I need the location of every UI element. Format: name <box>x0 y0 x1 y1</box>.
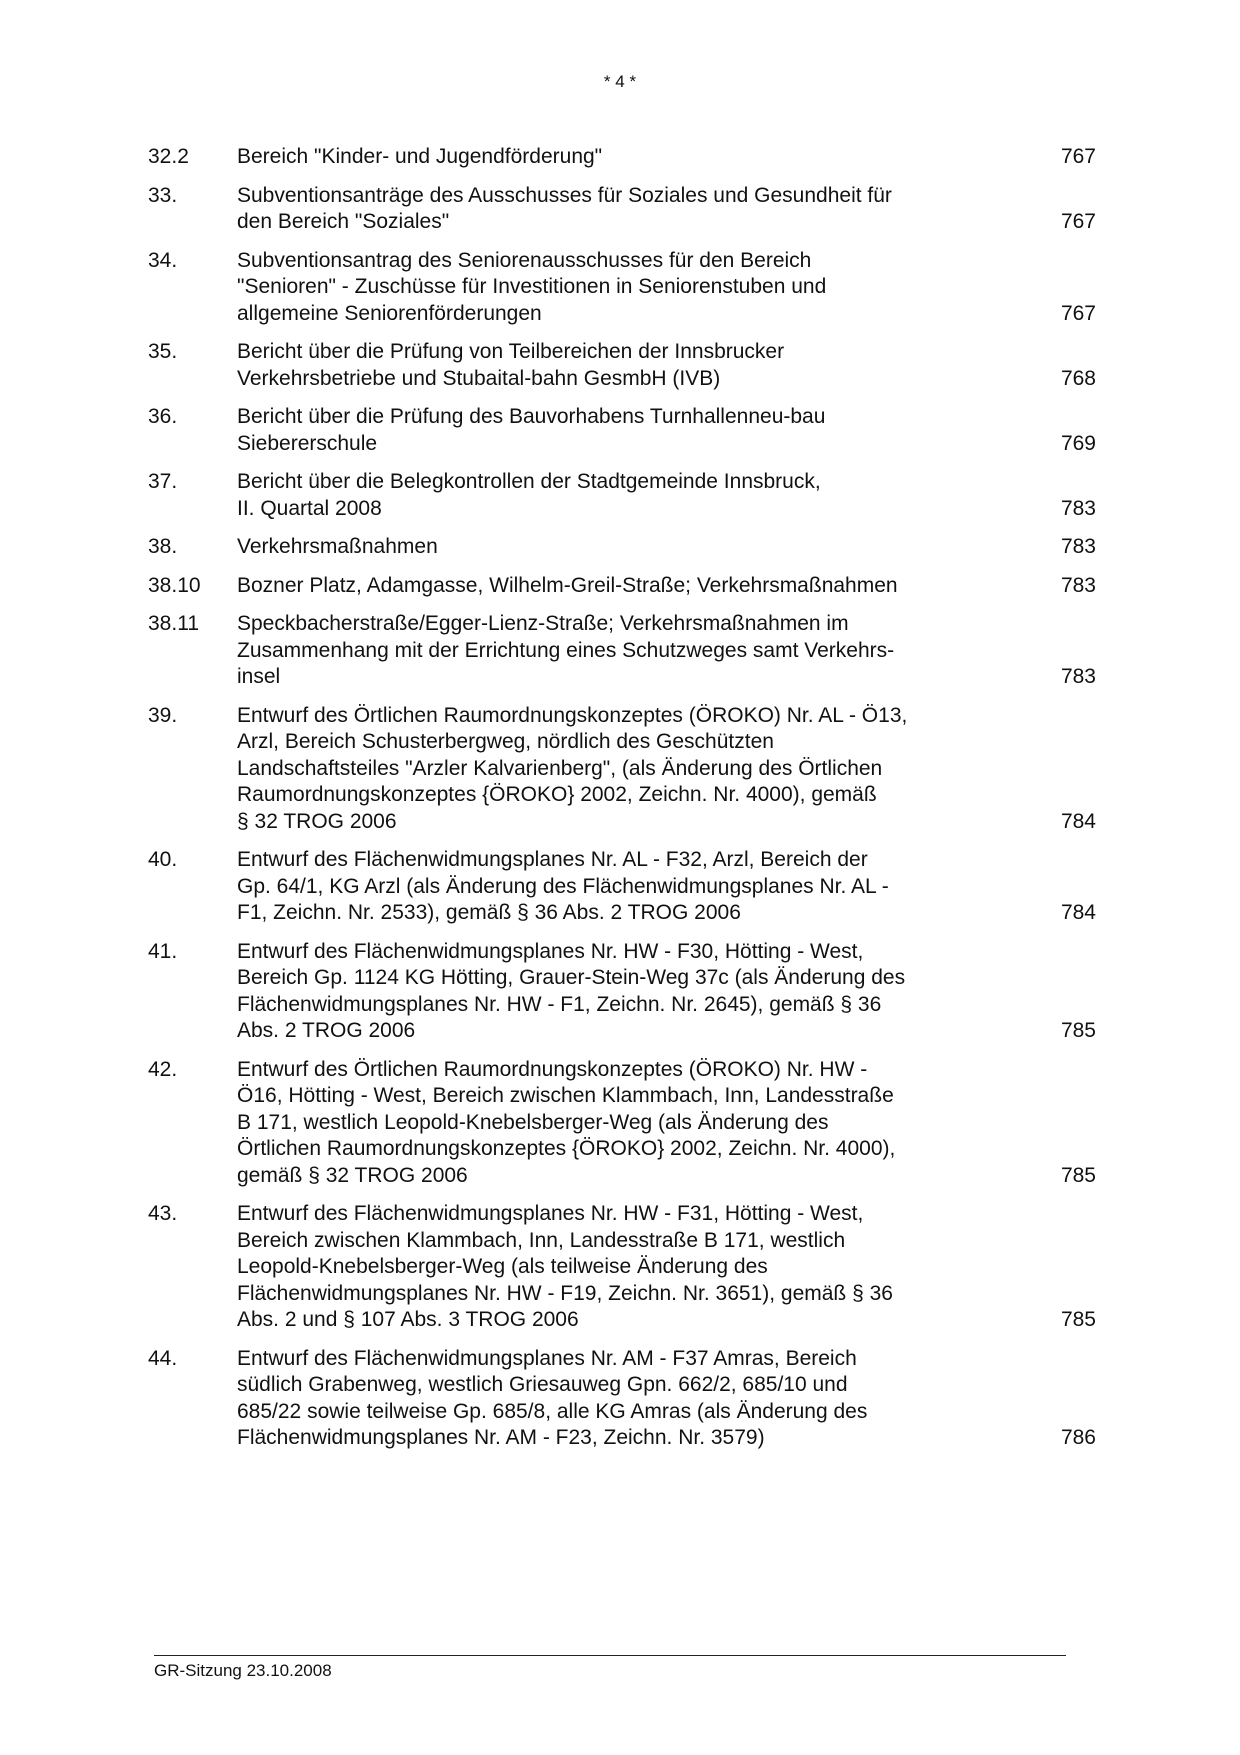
entry-title: Bozner Platz, Adamgasse, Wilhelm-Greil-Straße; Verkehrsmaßnahmen <box>237 573 898 597</box>
entry-number: 38.10 <box>148 573 201 597</box>
entry-title: Bericht über die Belegkontrollen der Stadtgemeinde Innsbruck, II. Quartal 2008 <box>237 470 821 520</box>
entry-number: 34. <box>148 248 178 272</box>
entry-number: 39. <box>148 703 178 727</box>
entry-number: 32.2 <box>148 145 189 168</box>
entry-page: 784 <box>1060 809 1096 833</box>
entry-number: 40. <box>148 848 178 871</box>
entry-number: 36. <box>148 405 178 428</box>
entry-title: Subventionsantrag des Seniorenausschusses für den Bereich "Senioren" - Zuschüsse für Investitionen in Seniorenstuben und allgemeine Seniorenförderungen <box>237 248 827 325</box>
entry-number: 37. <box>148 470 178 493</box>
entry-page: 768 <box>1060 366 1096 390</box>
entry-number: 42. <box>148 1057 178 1081</box>
entry-title: Subventionsanträge des Ausschusses für Soziales und Gesundheit für den Bereich "Soziales" <box>237 183 892 233</box>
entry-title: Bericht über die Prüfung des Bauvorhabens Turnhallenneu-bau Siebererschule <box>237 405 826 455</box>
entry-page: 783 <box>1060 496 1096 520</box>
entry-number: 43. <box>148 1202 178 1225</box>
toc-entry <box>148 339 1096 392</box>
entry-title: Bericht über die Prüfung von Teilbereichen der Innsbrucker Verkehrsbetriebe und Stubaital-bahn GesmbH (IVB) <box>237 340 785 390</box>
toc-entry <box>148 404 1096 457</box>
entry-number: 38. <box>148 535 178 558</box>
toc-entry <box>148 573 1096 600</box>
entry-title: Entwurf des Flächenwidmungsplanes Nr. AM - F37 Amras, Bereich südlich Grabenweg, westlich Griesauweg Gpn. 662/2, 685/10 und 685/22 sowie teilweise Gp. 685/8, alle KG Amras (als Änderung des Flächenwidmungsplanes Nr. AM - F23, Zeichn. Nr. 3579) <box>237 1346 868 1449</box>
entry-title: Entwurf des Örtlichen Raumordnungskonzeptes (ÖROKO) Nr. AL - Ö13, Arzl, Bereich Schusterbergweg, nördlich des Geschützten Landschaftsteiles "Arzler Kalvarienberg", (als Änderung des Örtlichen Raumordnungskonzeptes {ÖROKO} 2002, Zeichn. Nr. 4000), gemäß § 32 TROG 2006 <box>237 703 908 833</box>
entry-page: 785 <box>1060 1308 1096 1331</box>
toc-entry <box>148 1201 1096 1334</box>
entry-title: Entwurf des Flächenwidmungsplanes Nr. HW - F30, Hötting - West, Bereich Gp. 1124 KG Hötting, Grauer-Stein-Weg 37c (als Änderung des Flächenwidmungsplanes Nr. HW - F1, Zeichn. Nr. 2645), gemäß § 36 Abs. 2 TROG 2006 <box>237 939 906 1042</box>
entry-page: 783 <box>1060 573 1096 597</box>
toc-entry <box>148 183 1096 236</box>
entry-number: 33. <box>148 183 178 207</box>
entry-page: 785 <box>1060 1163 1096 1187</box>
toc-entry <box>148 703 1096 836</box>
toc-entry <box>148 534 1096 561</box>
footer-text: GR-Sitzung 23.10.2008 <box>154 1661 332 1680</box>
entry-number: 44. <box>148 1346 178 1370</box>
entry-title: Entwurf des Örtlichen Raumordnungskonzeptes (ÖROKO) Nr. HW - Ö16, Hötting - West, Bereich zwischen Klammbach, Inn, Landesstraße B 171, westlich Leopold-Knebelsberger-Weg (als Änderung des Örtlichen Raumordnungskonzeptes {ÖROKO} 2002, Zeichn. Nr. 4000), gemäß § 32 TROG 2006 <box>237 1057 896 1187</box>
toc-entry <box>148 1346 1096 1452</box>
toc-entry <box>148 847 1096 927</box>
entry-page: 783 <box>1060 665 1096 688</box>
toc-entry <box>148 611 1096 691</box>
toc-entry <box>148 248 1096 328</box>
entry-number: 41. <box>148 939 178 963</box>
entry-title: Verkehrsmaßnahmen <box>237 535 438 558</box>
toc-entry <box>148 144 1096 171</box>
entry-page: 767 <box>1060 145 1096 168</box>
footer-divider <box>154 1655 1066 1656</box>
entry-title: Entwurf des Flächenwidmungsplanes Nr. AL - F32, Arzl, Bereich der Gp. 64/1, KG Arzl (als Änderung des Flächenwidmungsplanes Nr. AL - F1, Zeichn. Nr. 2533), gemäß § 36 Abs. 2 TROG 2006 <box>237 848 889 924</box>
toc-entry <box>148 1057 1096 1190</box>
entry-page: 783 <box>1060 535 1096 558</box>
entry-page: 767 <box>1060 210 1096 233</box>
entry-title: Bereich "Kinder- und Jugendförderung" <box>237 145 603 168</box>
entry-title: Entwurf des Flächenwidmungsplanes Nr. HW - F31, Hötting - West, Bereich zwischen Klammbach, Inn, Landesstraße B 171, westlich Leopold-Knebelsberger-Weg (als teilweise Änderung des Flächenwidmungsplanes Nr. HW - F19, Zeichn. Nr. 3651), gemäß § 36 Abs. 2 und § 107 Abs. 3 TROG 2006 <box>237 1202 893 1331</box>
entry-number: 38.11 <box>148 612 199 635</box>
page-number: * 4 * <box>603 72 637 91</box>
toc-entry <box>148 469 1096 522</box>
toc-entry <box>148 939 1096 1045</box>
entry-page: 786 <box>1060 1426 1096 1449</box>
entry-page: 784 <box>1060 901 1096 924</box>
table-of-contents <box>148 144 1096 1464</box>
entry-page: 769 <box>1060 431 1096 455</box>
entry-page: 785 <box>1060 1019 1096 1042</box>
entry-page: 767 <box>1060 301 1096 325</box>
entry-number: 35. <box>148 340 178 363</box>
entry-title: Speckbacherstraße/Egger-Lienz-Straße; Verkehrsmaßnahmen im Zusammenhang mit der Errichtung eines Schutzweges samt Verkehrs- insel <box>237 612 895 688</box>
